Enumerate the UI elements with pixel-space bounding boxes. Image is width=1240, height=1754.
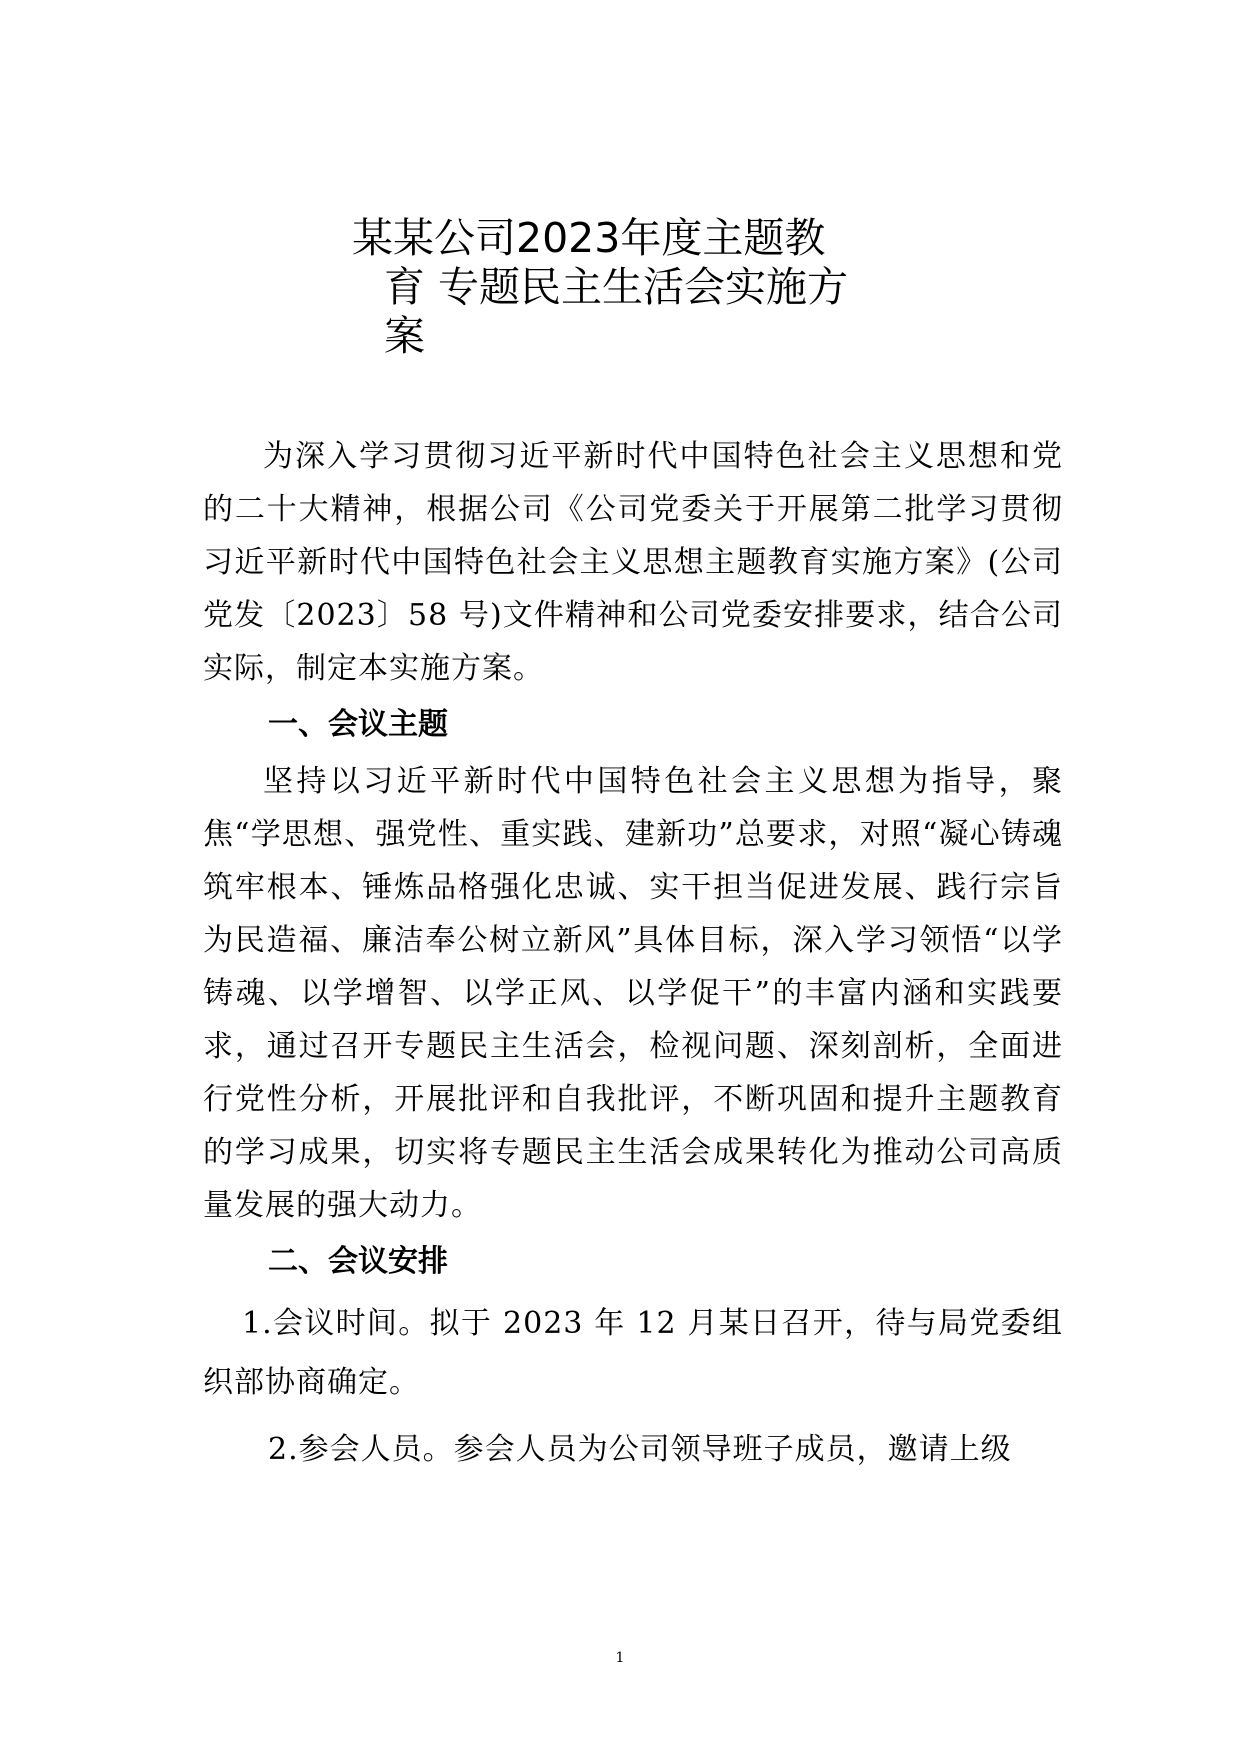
document-body bbox=[203, 430, 1063, 1479]
arrangement-item-attendees: 2.参会人员。参会人员为公司领导班子成员，邀请上级 bbox=[268, 1432, 1012, 1467]
document-title bbox=[352, 214, 912, 361]
title-line-1: 某某公司2023年度主题教 bbox=[352, 214, 826, 262]
intro-paragraph: 为深入学习贯彻习近平新时代中国特色社会主义思想和党的二十大精神，根据公司《公司党委关于开展第二批学习贯彻习近平新时代中国特色社会主义思想主题教育实施方案》(公司党发〔2023〕58 号)文件精神和公司党委安排要求，结合公司实际，制定本实施方案。 bbox=[203, 439, 1063, 686]
arrangement-item-time: 1.会议时间。拟于 2023 年 12 月某日召开，待与局党委组织部协商确定。 bbox=[203, 1306, 1063, 1400]
section-topic-paragraph: 坚持以习近平新时代中国特色社会主义思想为指导，聚焦“学思想、强党性、重实践、建新功”总要求，对照“凝心铸魂筑牢根本、锤炼品格强化忠诚、实干担当促进发展、践行宗旨为民造福、廉洁奉公树立新风”具体目标，深入学习领悟“以学铸魂、以学增智、以学正风、以学促干”的丰富内涵和实践要求，通过召开专题民主生活会，检视问题、深刻剖析，全面进行党性分析，开展批评和自我批评，不断巩固和提升主题教育的学习成果，切实将专题民主生活会成果转化为推动公司高质量发展的强大动力。 bbox=[203, 764, 1063, 1223]
section-heading-topic: 一、会议主题 bbox=[268, 707, 448, 742]
section-heading-arrangement: 二、会议安排 bbox=[268, 1244, 448, 1279]
page-number: 1 bbox=[615, 1650, 625, 1666]
title-line-3: 案 bbox=[384, 312, 425, 360]
title-line-2: 育 专题民主生活会实施方 bbox=[384, 263, 849, 311]
